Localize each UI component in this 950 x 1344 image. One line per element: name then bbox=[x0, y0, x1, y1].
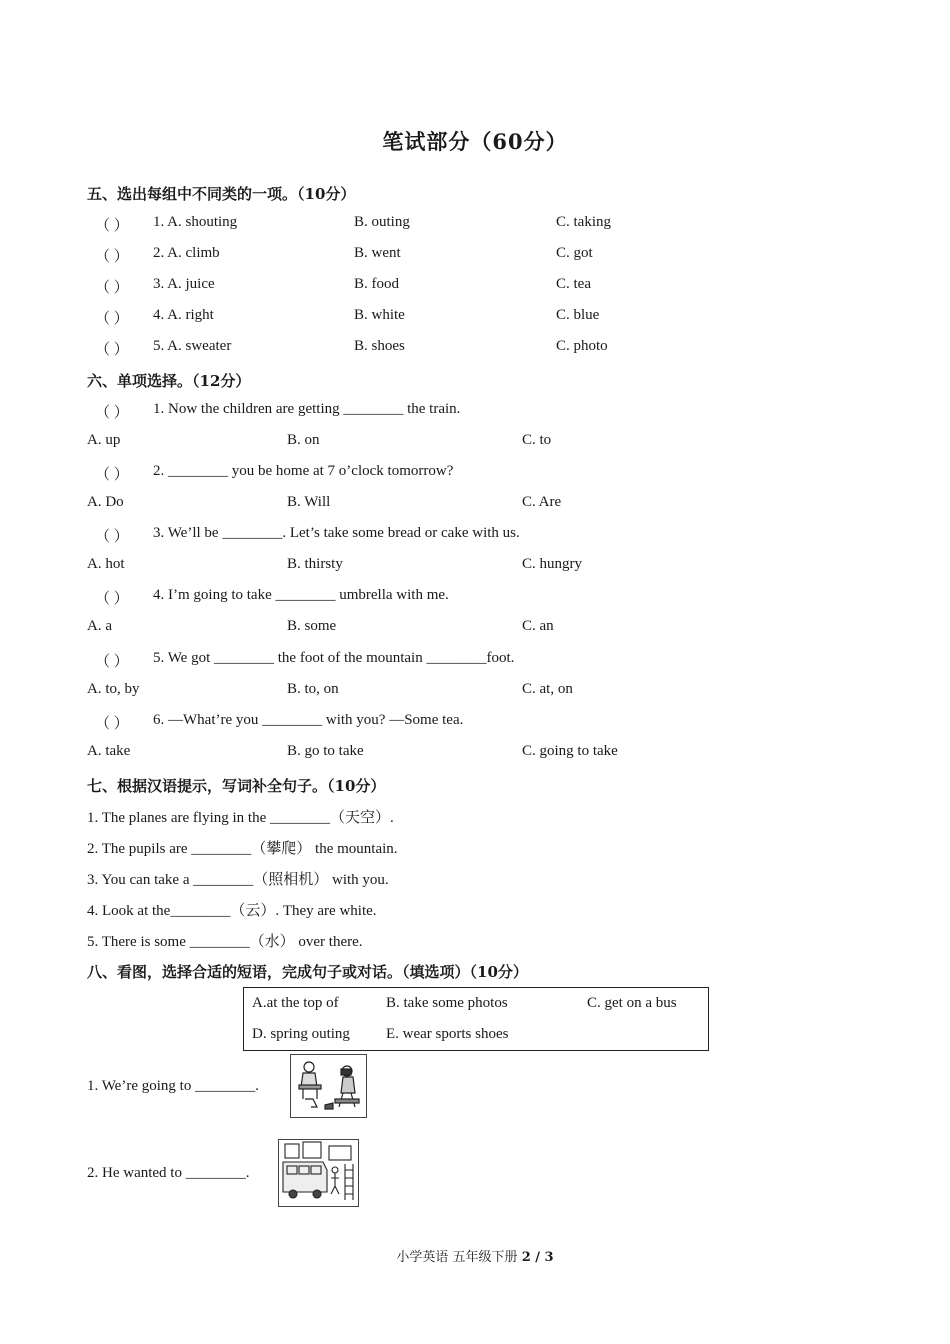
fill-in-sentence: 4. Look at the________（云）. They are white. bbox=[87, 903, 377, 919]
section-5-item bbox=[0, 338, 950, 360]
phrase-options-box bbox=[243, 987, 709, 1051]
section-6-options bbox=[0, 494, 950, 516]
question-text: 3. We’ll be ________. Let’s take some bread or cake with us. bbox=[153, 525, 520, 541]
footer-label: 小学英语 五年级下册 bbox=[396, 1250, 522, 1265]
section-6-options bbox=[0, 618, 950, 640]
section-5-item bbox=[0, 245, 950, 267]
option-b: B. go to take bbox=[287, 743, 364, 759]
section-6-options bbox=[0, 743, 950, 765]
page-footer bbox=[0, 1246, 950, 1265]
section-8-heading: 八、看图，选择合适的短语，完成句子或对话。（填选项）（10分） bbox=[87, 963, 528, 981]
answer-blank[interactable]: （ ） bbox=[95, 591, 129, 607]
section-5-item bbox=[0, 214, 950, 236]
option-c: C. photo bbox=[556, 338, 608, 354]
bus-illustration bbox=[278, 1139, 359, 1207]
option-b: B. on bbox=[287, 432, 320, 448]
option-a: A. take bbox=[87, 743, 131, 759]
answer-blank[interactable]: （ ） bbox=[95, 654, 129, 670]
section-6-question bbox=[0, 587, 950, 609]
option-c: C. at, on bbox=[522, 681, 573, 697]
section-6-question bbox=[0, 463, 950, 485]
option-c: C. got bbox=[556, 245, 593, 261]
question-text: 2. ________ you be home at 7 o’clock tomorrow? bbox=[153, 463, 454, 479]
picture-question: 2. He wanted to ________. bbox=[87, 1165, 250, 1181]
option-c: C. Are bbox=[522, 494, 562, 510]
answer-blank[interactable]: （ ） bbox=[95, 405, 129, 421]
section-6-question bbox=[0, 401, 950, 423]
answer-blank[interactable]: （ ） bbox=[95, 529, 129, 545]
option-c: C. to bbox=[522, 432, 552, 448]
fill-in-sentence: 1. The planes are flying in the ________（天空）. bbox=[87, 810, 394, 826]
section-6-question bbox=[0, 525, 950, 547]
fill-in-sentence: 5. There is some ________（水） over there. bbox=[87, 934, 363, 950]
answer-blank[interactable]: （ ） bbox=[95, 311, 129, 327]
option-a: 2. A. climb bbox=[153, 245, 220, 261]
option-b: B. Will bbox=[287, 494, 331, 510]
option-b: B. food bbox=[354, 276, 399, 292]
section-5-item bbox=[0, 307, 950, 329]
question-text: 1. Now the children are getting ________ the train. bbox=[153, 401, 461, 417]
question-text: 4. I’m going to take ________ umbrella with me. bbox=[153, 587, 449, 603]
answer-blank[interactable]: （ ） bbox=[95, 467, 129, 483]
option-c: C. hungry bbox=[522, 556, 582, 572]
page-number: 2 / 3 bbox=[521, 1250, 554, 1265]
option-a: A. up bbox=[87, 432, 121, 448]
phrase-option-e: E. wear sports shoes bbox=[386, 1026, 509, 1042]
page-title: 笔试部分（60分） bbox=[382, 129, 568, 154]
option-a: 4. A. right bbox=[153, 307, 214, 323]
option-a: 5. A. sweater bbox=[153, 338, 232, 354]
answer-blank[interactable]: （ ） bbox=[95, 716, 129, 732]
option-c: C. taking bbox=[556, 214, 611, 230]
option-c: C. going to take bbox=[522, 743, 618, 759]
section-5-heading: 五、选出每组中不同类的一项。（10分） bbox=[87, 185, 356, 203]
section-6-options bbox=[0, 556, 950, 578]
section-6-question bbox=[0, 650, 950, 672]
answer-blank[interactable]: （ ） bbox=[95, 249, 129, 265]
option-b: B. some bbox=[287, 618, 337, 634]
bus-street-icon bbox=[279, 1140, 358, 1206]
option-b: B. thirsty bbox=[287, 556, 343, 572]
fill-in-sentence: 2. The pupils are ________（攀爬） the mountain. bbox=[87, 841, 398, 857]
section-6-options bbox=[0, 681, 950, 703]
option-a: A. a bbox=[87, 618, 112, 634]
phrase-option-b: B. take some photos bbox=[386, 995, 508, 1011]
option-a: 1. A. shouting bbox=[153, 214, 238, 230]
phrase-option-c: C. get on a bus bbox=[587, 995, 677, 1011]
option-b: B. to, on bbox=[287, 681, 339, 697]
option-a: A. hot bbox=[87, 556, 125, 572]
option-a: 3. A. juice bbox=[153, 276, 215, 292]
photo-taking-illustration bbox=[290, 1054, 367, 1118]
section-6-options bbox=[0, 432, 950, 454]
section-6-question bbox=[0, 712, 950, 734]
section-6-heading: 六、单项选择。（12分） bbox=[87, 372, 251, 390]
option-c: C. an bbox=[522, 618, 554, 634]
phrase-option-d: D. spring outing bbox=[252, 1026, 350, 1042]
option-c: C. blue bbox=[556, 307, 600, 323]
section-7-heading: 七、根据汉语提示，写词补全句子。（10分） bbox=[87, 777, 386, 795]
section-5-item bbox=[0, 276, 950, 298]
question-text: 6. —What’re you ________ with you? —Some tea. bbox=[153, 712, 464, 728]
question-text: 5. We got ________ the foot of the mountain ________foot. bbox=[153, 650, 515, 666]
option-a: A. Do bbox=[87, 494, 124, 510]
picture-question: 1. We’re going to ________. bbox=[87, 1078, 259, 1094]
option-b: B. shoes bbox=[354, 338, 405, 354]
phrase-option-a: A.at the top of bbox=[252, 995, 339, 1011]
option-b: B. went bbox=[354, 245, 401, 261]
option-b: B. white bbox=[354, 307, 405, 323]
option-c: C. tea bbox=[556, 276, 591, 292]
fill-in-sentence: 3. You can take a ________（照相机） with you. bbox=[87, 872, 389, 888]
answer-blank[interactable]: （ ） bbox=[95, 280, 129, 296]
option-a: A. to, by bbox=[87, 681, 140, 697]
answer-blank[interactable]: （ ） bbox=[95, 218, 129, 234]
answer-blank[interactable]: （ ） bbox=[95, 342, 129, 358]
option-b: B. outing bbox=[354, 214, 410, 230]
camera-people-icon bbox=[291, 1055, 366, 1117]
